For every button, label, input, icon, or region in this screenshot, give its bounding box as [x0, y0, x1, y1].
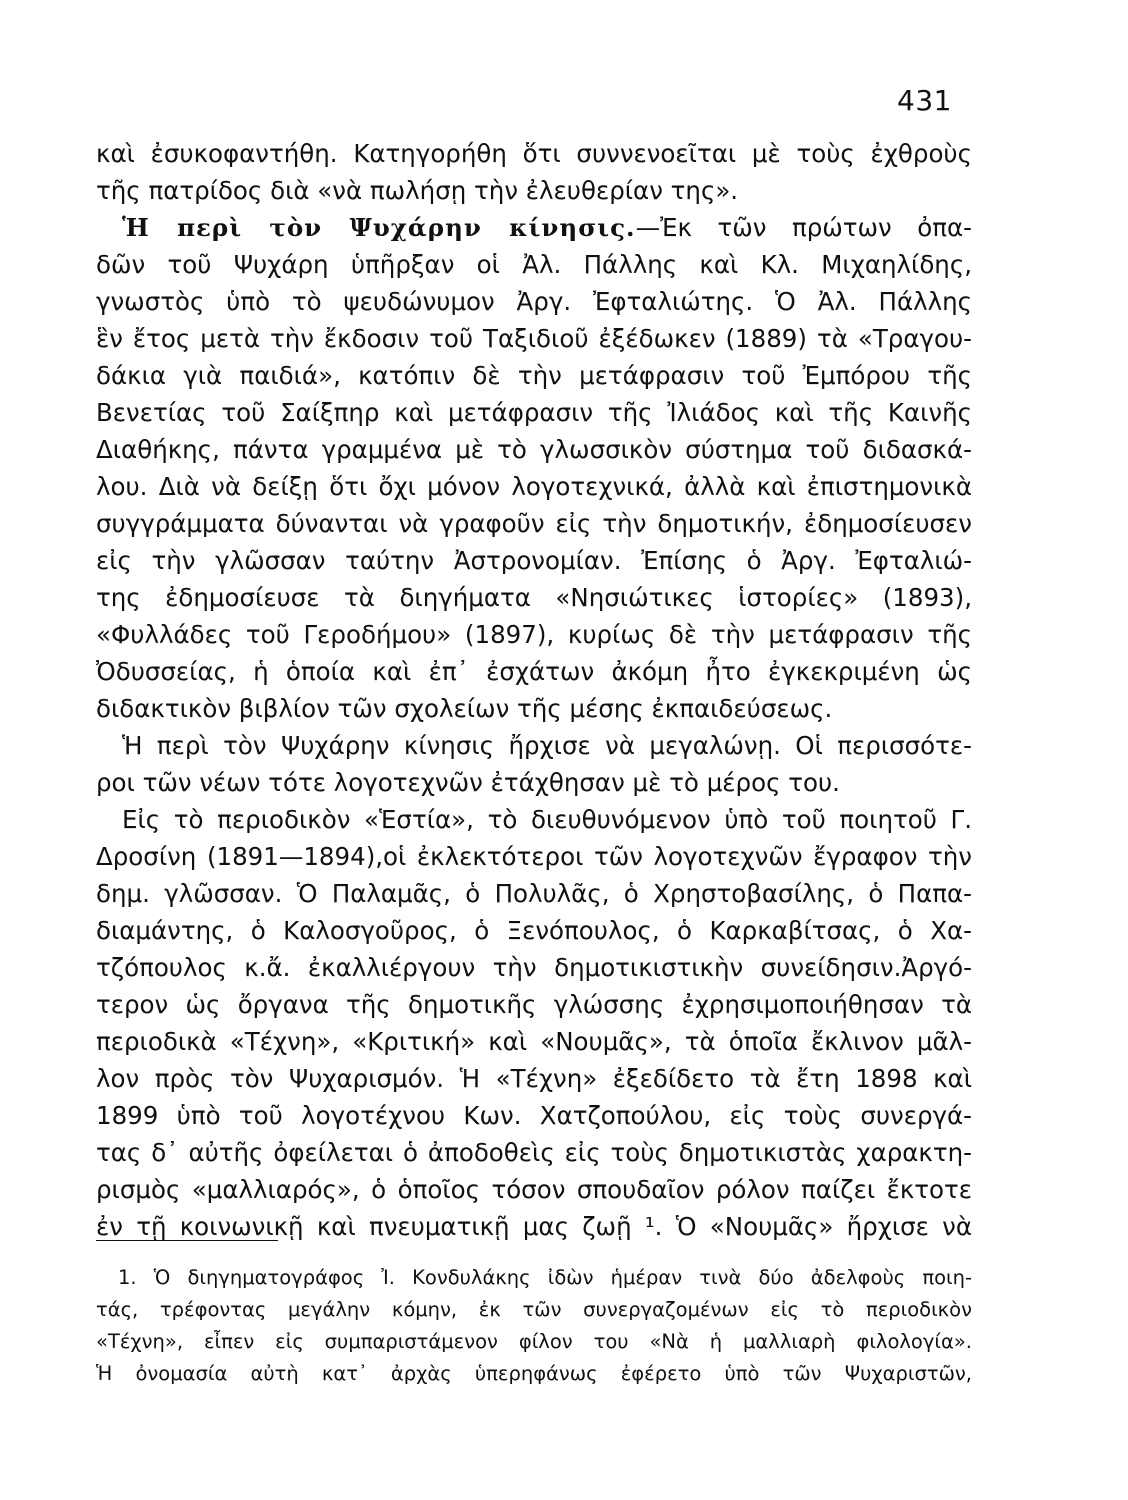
- text-line: Βενετίας τοῦ Σαίξπηρ καὶ μετάφρασιν τῆς Ἰλιάδος καὶ τῆς Καινῆς: [96, 398, 972, 427]
- footnote-line: τάς, τρέφοντας μεγάλην κόμην, ἐκ τῶν συνεργαζομένων εἰς τὸ περιοδικὸν: [96, 1298, 972, 1321]
- footnote-line: «Τέχνη», εἶπεν εἰς συμπαριστάμενον φίλον του «Νὰ ἡ μαλλιαρὴ φιλολογία».: [96, 1330, 972, 1353]
- text-line: ἐν τῇ κοινωνικῇ καὶ πνευματικῇ μας ζωῇ ¹. Ὁ «Νουμᾶς» ἤρχισε νὰ: [96, 1212, 972, 1241]
- text-line: 1899 ὑπὸ τοῦ λογοτέχνου Κων. Χατζοπούλου, εἰς τοὺς συνεργά-: [96, 1101, 972, 1130]
- text-line: ἓν ἔτος μετὰ τὴν ἔκδοσιν τοῦ Ταξιδιοῦ ἐξέδωκεν (1889) τὰ «Τραγου-: [96, 324, 972, 353]
- footnote-line: Ἡ ὀνομασία αὐτὴ κατ᾽ ἀρχὰς ὑπερηφάνως ἐφέρετο ὑπὸ τῶν Ψυχαριστῶν,: [96, 1362, 972, 1385]
- text-line: Εἰς τὸ περιοδικὸν «Ἑστία», τὸ διευθυνόμενον ὑπὸ τοῦ ποιητοῦ Γ.: [122, 805, 972, 834]
- text-line: τῆς πατρίδος διὰ «νὰ πωλήσῃ τὴν ἐλευθερίαν της».: [96, 176, 739, 205]
- text-line: Δροσίνη (1891—1894),οἱ ἐκλεκτότεροι τῶν λογοτεχνῶν ἔγραφον τὴν: [96, 842, 972, 871]
- text-line: Ἡ περὶ τὸν Ψυχάρην κίνησις ἤρχισε νὰ μεγαλώνῃ. Οἱ περισσότε-: [122, 731, 972, 760]
- text-line: τερον ὡς ὄργανα τῆς δημοτικῆς γλώσσης ἐχρησιμοποιήθησαν τὰ: [96, 990, 972, 1019]
- text-line: «Φυλλάδες τοῦ Γεροδήμου» (1897), κυρίως δὲ τὴν μετάφρασιν τῆς: [96, 620, 972, 649]
- footnote-rule: [96, 1240, 278, 1241]
- page-number: 431: [897, 84, 952, 117]
- text-line: τας δ᾽ αὐτῆς ὀφείλεται ὁ ἀποδοθεὶς εἰς τοὺς δημοτικιστὰς χαρακτη-: [96, 1138, 972, 1167]
- text-line: καὶ ἐσυκοφαντήθη. Κατηγορήθη ὅτι συννενοεῖται μὲ τοὺς ἐχθροὺς: [96, 139, 972, 168]
- text-line: δῶν τοῦ Ψυχάρη ὑπῆρξαν οἱ Ἀλ. Πάλλης καὶ Κλ. Μιχαηλίδης,: [96, 250, 972, 279]
- text-line: διδακτικὸν βιβλίον τῶν σχολείων τῆς μέσης ἐκπαιδεύσεως.: [96, 694, 833, 723]
- text-line: λου. Διὰ νὰ δείξῃ ὅτι ὄχι μόνον λογοτεχνικά, ἀλλὰ καὶ ἐπιστημονικὰ: [96, 472, 972, 501]
- text-line: λον πρὸς τὸν Ψυχαρισμόν. Ἡ «Τέχνη» ἐξεδίδετο τὰ ἔτη 1898 καὶ: [96, 1064, 972, 1093]
- text-line: εἰς τὴν γλῶσσαν ταύτην Ἀστρονομίαν. Ἐπίσης ὁ Ἀργ. Ἐφταλιώ-: [96, 546, 972, 575]
- section-heading: Ἡ περὶ τὸν Ψυχάρην κίνησις.: [122, 213, 636, 242]
- text-line: τζόπουλος κ.ἄ. ἐκαλλιέργουν τὴν δημοτικιστικὴν συνείδησιν.Ἀργό-: [96, 953, 972, 982]
- text-line: δάκια γιὰ παιδιά», κατόπιν δὲ τὴν μετάφρασιν τοῦ Ἐμπόρου τῆς: [96, 361, 972, 390]
- text-line: της ἐδημοσίευσε τὰ διηγήματα «Νησιώτικες ἱστορίες» (1893),: [96, 583, 972, 612]
- text-line: διαμάντης, ὁ Καλοσγοῦρος, ὁ Ξενόπουλος, ὁ Καρκαβίτσας, ὁ Χα-: [96, 916, 972, 945]
- text-line: Διαθήκης, πάντα γραμμένα μὲ τὸ γλωσσικὸν σύστημα τοῦ διδασκά-: [96, 435, 972, 464]
- text-line: περιοδικὰ «Τέχνη», «Κριτική» καὶ «Νουμᾶς», τὰ ὁποῖα ἔκλινον μᾶλ-: [96, 1027, 972, 1056]
- footnote-line: 1. Ὁ διηγηματογράφος Ἰ. Κονδυλάκης ἰδὼν ἡμέραν τινὰ δύο ἀδελφοὺς ποιη-: [118, 1266, 972, 1289]
- text-line-fragment: —Ἐκ τῶν πρώτων ὀπα-: [635, 213, 972, 242]
- text-line: Ὀδυσσείας, ἡ ὁποία καὶ ἐπ᾽ ἐσχάτων ἀκόμη ἦτο ἐγκεκριμένη ὡς: [96, 657, 972, 686]
- text-line: ρισμὸς «μαλλιαρός», ὁ ὁποῖος τόσον σπουδαῖον ρόλον παίζει ἔκτοτε: [96, 1175, 972, 1204]
- text-line: δημ. γλῶσσαν. Ὁ Παλαμᾶς, ὁ Πολυλᾶς, ὁ Χρηστοβασίλης, ὁ Παπα-: [96, 879, 972, 908]
- text-line: γνωστὸς ὑπὸ τὸ ψευδώνυμον Ἀργ. Ἐφταλιώτης. Ὁ Ἀλ. Πάλλης: [96, 287, 972, 316]
- text-line: ροι τῶν νέων τότε λογοτεχνῶν ἐτάχθησαν μὲ τὸ μέρος του.: [96, 768, 840, 797]
- text-line: συγγράμματα δύνανται νὰ γραφοῦν εἰς τὴν δημοτικήν, ἐδημοσίευσεν: [96, 509, 972, 538]
- section-heading-line: [122, 213, 972, 243]
